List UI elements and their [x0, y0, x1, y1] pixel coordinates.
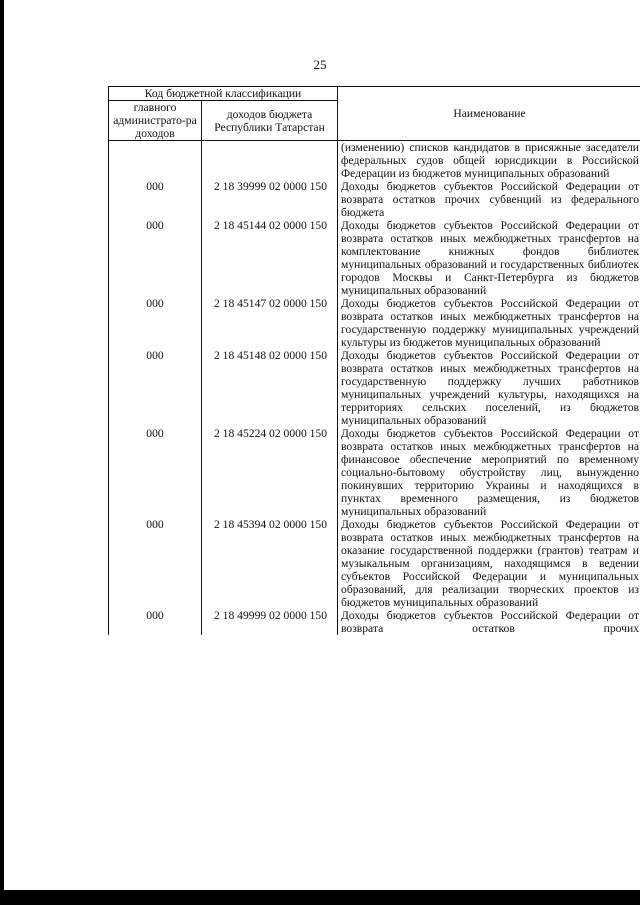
- admin-code-cell: 000: [109, 180, 202, 219]
- table-row: [109, 427, 640, 518]
- scan-left-edge: [0, 0, 4, 905]
- revenue-code-cell: 2 18 45224 02 0000 150: [202, 427, 338, 518]
- revenue-name-cell: Доходы бюджетов субъектов Российской Федерации от возврата остатков иных межбюджетных трансфертов на комплектование книжных фондов библиотек муниципальных образований и государственных библиотек городов Москвы и Санкт-Петербурга из бюджетов муниципальных образований: [338, 219, 640, 297]
- header-revenue-code: доходов бюджета Республики Татарстан: [202, 101, 338, 141]
- revenue-name-cell: Доходы бюджетов субъектов Российской Федерации от возврата остатков иных межбюджетных трансфертов на оказание государственной поддержки (грантов) театрам и музыкальным организациям, находящимся в ведении субъектов Российской Федерации и муниципальных образований, для реализации творческих проектов из бюджетов муниципальных образований: [338, 518, 640, 609]
- page-number: 25: [313, 57, 327, 72]
- revenue-name-cell: Доходы бюджетов субъектов Российской Федерации от возврата остатков прочих: [338, 609, 640, 635]
- header-main-administrator: главного администрато-ра доходов: [109, 101, 202, 141]
- budget-classification-table: [108, 86, 640, 635]
- revenue-name-cell: Доходы бюджетов субъектов Российской Федерации от возврата остатков иных межбюджетных трансфертов на государственную поддержку муниципальных учреждений культуры из бюджетов муниципальных образований: [338, 297, 640, 349]
- admin-code-cell: 000: [109, 427, 202, 518]
- revenue-name-cell: (изменению) списков кандидатов в присяжные заседатели федеральных судов общей юрисдикции в Российской Федерации из бюджетов муниципальных образований: [338, 141, 640, 181]
- admin-code-cell: 000: [109, 219, 202, 297]
- revenue-name-cell: Доходы бюджетов субъектов Российской Федерации от возврата остатков иных межбюджетных трансфертов на финансовое обеспечение мероприятий по временному социально-бытовому обустройству лиц, вынужденно покинувших территорию Украины и находящихся в пунктах временного размещения, из бюджетов муниципальных образований: [338, 427, 640, 518]
- table-row: [109, 518, 640, 609]
- scan-bottom-edge: [0, 890, 640, 905]
- revenue-code-cell: 2 18 45394 02 0000 150: [202, 518, 338, 609]
- admin-code-cell: 000: [109, 349, 202, 427]
- revenue-code-cell: 2 18 45148 02 0000 150: [202, 349, 338, 427]
- revenue-name-cell: Доходы бюджетов субъектов Российской Федерации от возврата остатков иных межбюджетных трансфертов на государственную поддержку лучших работников муниципальных учреждений культуры, находящихся на территориях сельских поселений, из бюджетов муниципальных образований: [338, 349, 640, 427]
- table-row: [109, 219, 640, 297]
- revenue-code-cell: 2 18 45144 02 0000 150: [202, 219, 338, 297]
- admin-code-cell: 000: [109, 297, 202, 349]
- revenue-code-cell: [202, 141, 338, 181]
- revenue-code-cell: 2 18 49999 02 0000 150: [202, 609, 338, 635]
- table-row: [109, 349, 640, 427]
- admin-code-cell: 000: [109, 518, 202, 609]
- admin-code-cell: [109, 141, 202, 181]
- revenue-name-cell: Доходы бюджетов субъектов Российской Федерации от возврата остатков прочих субвенций из федерального бюджета: [338, 180, 640, 219]
- header-name: Наименование: [338, 87, 640, 141]
- header-budget-classification-code: Код бюджетной классификации: [109, 87, 338, 101]
- table-row: [109, 609, 640, 635]
- revenue-code-cell: 2 18 45147 02 0000 150: [202, 297, 338, 349]
- table-row: [109, 180, 640, 219]
- table-row: [109, 297, 640, 349]
- admin-code-cell: 000: [109, 609, 202, 635]
- revenue-code-cell: 2 18 39999 02 0000 150: [202, 180, 338, 219]
- table-row-continuation: [109, 141, 640, 181]
